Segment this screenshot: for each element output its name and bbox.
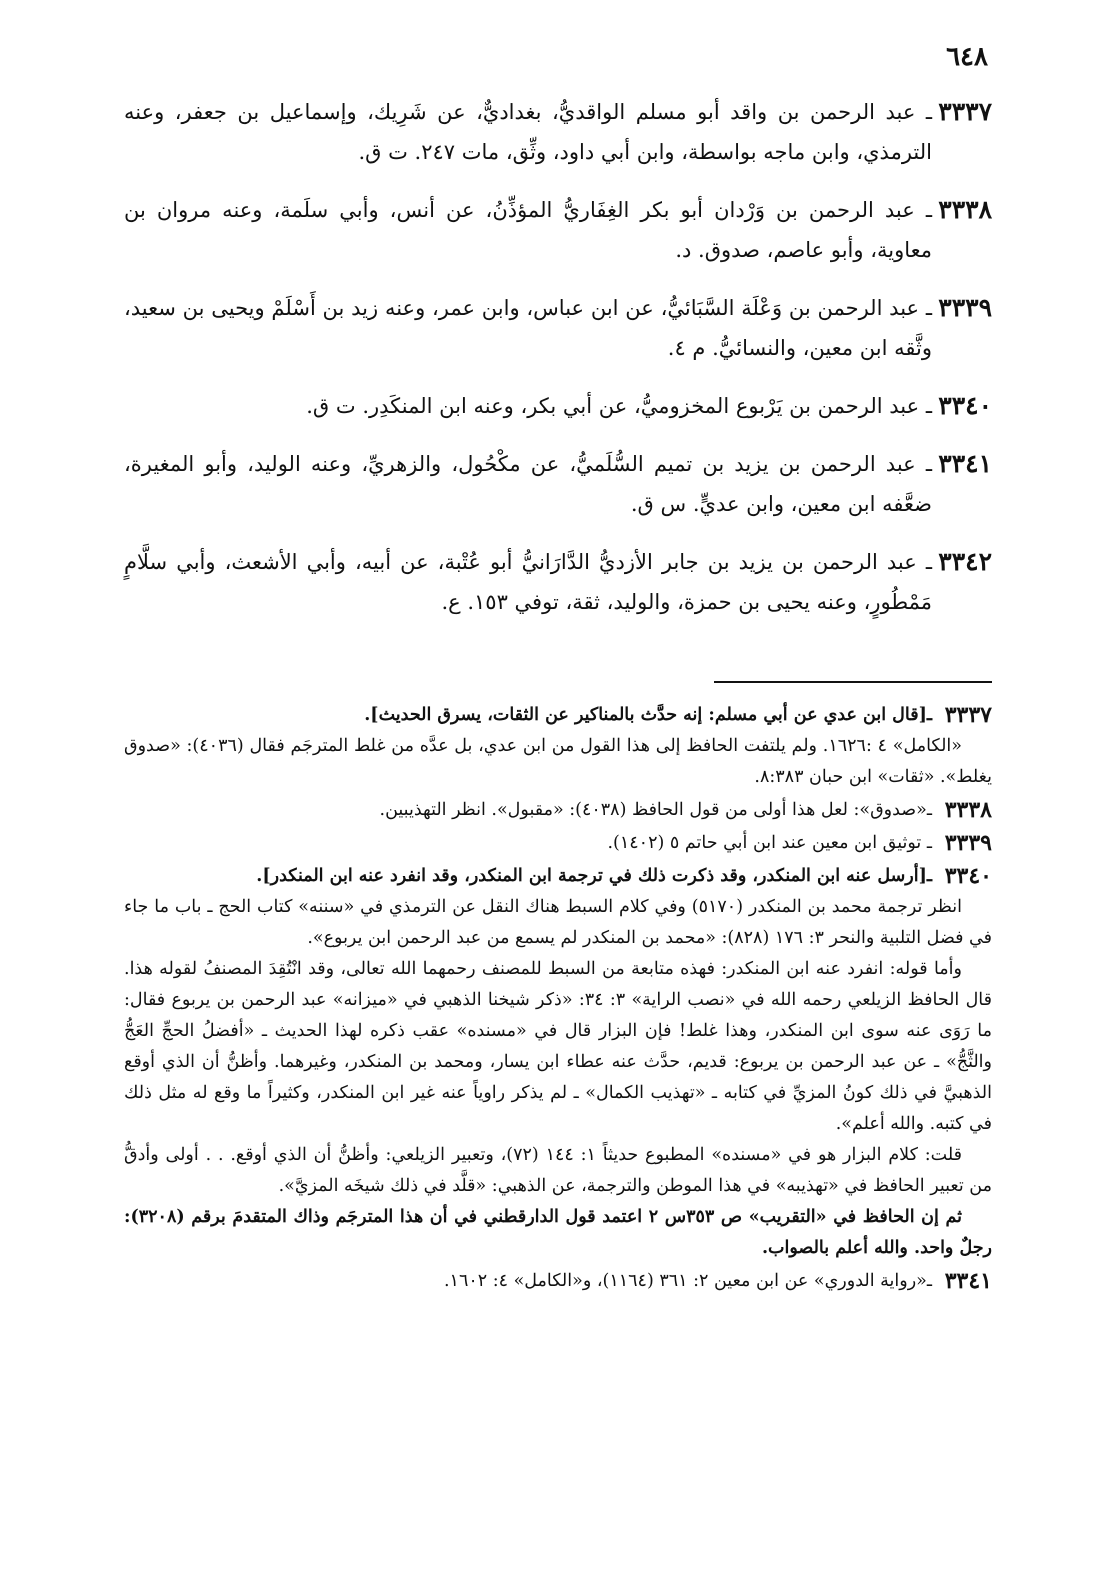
entry-text: ـ عبد الرحمن بن يزيد بن جابر الأزديُّ الدَّارَانيُّ أبو عُتْبة، عن أبيه، وأبي الأشعث، وأبي سلَّامٍ مَمْطُورٍ، وعنه يحيى بن حمزة، والوليد، ثقة، توفي ١٥٣. ع. xyxy=(124,550,932,614)
entry-number: ٣٣٤١ xyxy=(938,449,992,478)
footnote-3338 xyxy=(124,795,992,826)
footnote-text: «الكامل» ٤ :١٦٢٦. ولم يلتفت الحافظ إلى هذا القول من ابن عدي، بل عدَّه من غلط المترجَم فقال (٤٠٣٦): «صدوق يغلط». «ثقات» ابن حبان ٨:٣٨٣. xyxy=(124,736,992,787)
entry-3339 xyxy=(124,288,992,368)
entry-3341 xyxy=(124,444,992,524)
entry-text: ـ عبد الرحمن بن واقد أبو مسلم الواقديُّ، بغداديٌّ، عن شَرِيك، وإسماعيل بن جعفر، وعنه الترمذي، وابن ماجه بواسطة، وابن أبي داود، وثِّق، مات ٢٤٧. ت ق. xyxy=(124,100,932,164)
footnote-heading: ـ[أرسل عنه ابن المنكدر، وقد ذكرت ذلك في ترجمة ابن المنكدر، وقد انفرد عنه ابن المنكدر]. xyxy=(256,866,932,886)
entry-number: ٣٣٤٠ xyxy=(938,391,992,420)
footnote-paragraph: ثم إن الحافظ في «التقريب» ص ٣٥٣س ٢ اعتمد قول الدارقطني في أن هذا المترجَم وذاك المتقدمَ برقم (٣٢٠٨): رجلٌ واحد. والله أعلم بالصواب. xyxy=(124,1207,992,1258)
entry-number: ٣٣٣٧ xyxy=(938,97,992,126)
footnote-heading: ـ«صدوق»: لعل هذا أولى من قول الحافظ (٤٠٣٨): «مقبول». انظر التهذيبين. xyxy=(379,800,932,820)
entry-number: ٣٣٣٩ xyxy=(938,293,992,322)
entry-text: ـ عبد الرحمن بن يزيد بن تميم السُّلَميُّ، عن مكْحُول، والزهريِّ، وعنه الوليد، وأبو المغيرة، ضعَّفه ابن معين، وابن عديٍّ. س ق. xyxy=(124,452,932,516)
footnote-number: ٣٣٣٩ xyxy=(944,830,992,856)
footnote-3341 xyxy=(124,1266,992,1297)
footnote-heading: ـ[قال ابن عدي عن أبي مسلم: إنه حدَّث بالمناكير عن الثقات، يسرق الحديث]. xyxy=(364,705,932,725)
footnotes xyxy=(124,700,992,1299)
footnote-number: ٣٣٣٨ xyxy=(944,797,992,823)
entry-text: ـ عبد الرحمن بن وَرْدان أبو بكر الغِفَاريُّ المؤذِّنُ، عن أنس، وأبي سلَمة، وعنه مروان بن معاوية، وأبو عاصم، صدوق. د. xyxy=(124,198,932,262)
footnote-paragraph: قلت: كلام البزار هو في «مسنده» المطبوع حديثاً ١: ١٤٤ (٧٢)، وتعبير الزيلعي: وأظنُّ أن الذي أوقع. . . أولى وأدقُّ من تعبير الحافظ في «تهذيبه» في هذا الموطن والترجمة، عن الذهبي: «قلَّد في ذلك شيخَه المزيَّ». xyxy=(124,1145,992,1196)
footnote-3340 xyxy=(124,861,992,1264)
entry-number: ٣٣٤٢ xyxy=(938,547,992,576)
footnote-paragraph: وأما قوله: انفرد عنه ابن المنكدر: فهذه متابعة من السبط للمصنف رحمهما الله تعالى، وقد انْتُقِدَ المصنفُ لقوله هذا. قال الحافظ الزيلعي رحمه الله في «نصب الراية» ٣: ٣٤: «ذكر شيخنا الذهبي في «ميزانه» عبد الرحمن بن يربوع فقال: ما رَوَى عنه سوى ابن المنكدر، وهذا غلط! فإن البزار قال في «مسنده» عقب ذكره لهذا الحديث ـ «أفضلُ الحجِّ العَجُّ والثَّجُّ» ـ عن عبد الرحمن بن يربوع: قديم، حدَّث عنه عطاء ابن يسار، ومحمد بن المنكدر، وغيرهما. وأظنُّ أن الذي أوقع الذهبيَّ في ذلك كونُ المزيِّ في كتابه ـ «تهذيب الكمال» ـ لم يذكر راوياً عنه غير ابن المنكدر، وكثيراً ما وقع له مثل ذلك في كتبه. والله أعلم». xyxy=(124,959,992,1134)
entry-3337 xyxy=(124,92,992,172)
footnote-3339 xyxy=(124,828,992,859)
page-number: ٦٤٨ xyxy=(946,42,988,72)
footnote-paragraph: انظر ترجمة محمد بن المنكدر (٥١٧٠) وفي كلام السبط هناك النقل عن الترمذي في «سننه» كتاب الحج ـ باب ما جاء في فضل التلبية والنحر ٣: ١٧٦ (٨٢٨): «محمد بن المنكدر لم يسمع من عبد الرحمن ابن يربوع». xyxy=(124,897,992,948)
footnote-number: ٣٣٣٧ xyxy=(944,702,992,728)
entry-text: ـ عبد الرحمن بن وَعْلَة السَّبَائيُّ، عن ابن عباس، وابن عمر، وعنه زيد بن أَسْلَمْ ويحيى بن سعيد، وثَّقه ابن معين، والنسائيُّ. م ٤. xyxy=(124,296,932,360)
entry-3342 xyxy=(124,542,992,622)
footnote-divider xyxy=(714,681,992,683)
entry-3340 xyxy=(124,386,992,426)
entry-3338 xyxy=(124,190,992,270)
footnote-heading: ـ«رواية الدوري» عن ابن معين ٢: ٣٦١ (١١٦٤)، و«الكامل» ٤: ١٦٠٢. xyxy=(443,1271,932,1291)
biography-entries xyxy=(124,92,992,640)
entry-number: ٣٣٣٨ xyxy=(938,195,992,224)
entry-text: ـ عبد الرحمن بن يَرْبوع المخزوميُّ، عن أبي بكر، وعنه ابن المنكَدِر. ت ق. xyxy=(306,394,932,418)
footnote-heading: ـ توثيق ابن معين عند ابن أبي حاتم ٥ (١٤٠٢). xyxy=(607,833,932,853)
footnote-3337 xyxy=(124,700,992,793)
footnote-number: ٣٣٤٠ xyxy=(944,863,992,889)
footnote-number: ٣٣٤١ xyxy=(944,1268,992,1294)
